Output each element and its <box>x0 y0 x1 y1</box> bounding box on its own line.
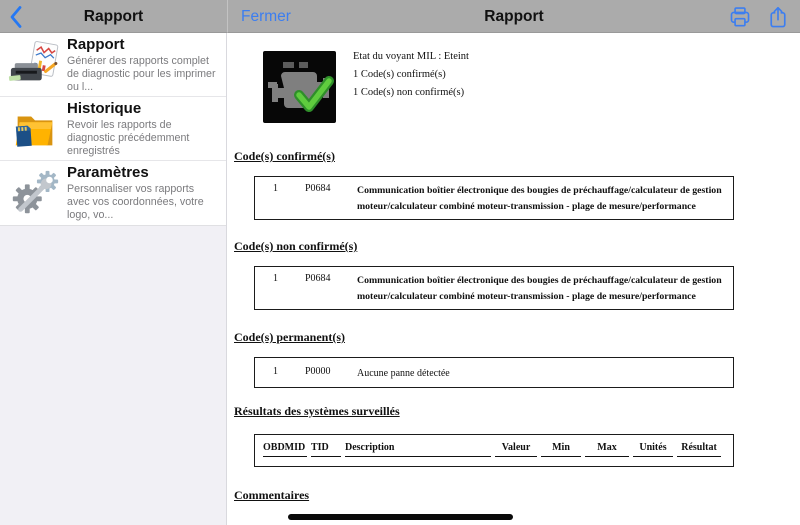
code-row-description: Aucune panne détectée <box>357 368 450 379</box>
report-content[interactable] <box>228 33 800 525</box>
sidebar <box>0 33 227 525</box>
code-row-description: Communication boîtier électronique des bougies de préchauffage/calculateur de gestion moteur/calculateur combiné moteur-transmission - plage de mesure/performance <box>357 275 722 302</box>
monitored-systems-heading: Résultats des systèmes surveillés <box>234 404 400 418</box>
sidebar-item-title: Historique <box>67 99 142 117</box>
code-row-description: Communication boîtier électronique des bougies de préchauffage/calculateur de gestion moteur/calculateur combiné moteur-transmission - plage de mesure/performance <box>357 185 722 212</box>
not-confirmed-codes-table <box>254 266 734 310</box>
code-row-code: P0684 <box>305 183 331 194</box>
engine-check-icon <box>263 51 336 123</box>
monitored-systems-table <box>254 434 734 467</box>
sidebar-item-desc: Générer des rapports complet de diagnostic pour les imprimer ou l... <box>67 54 216 93</box>
mil-confirmed-line: 1 Code(s) confirmé(s) <box>353 69 446 80</box>
comments-heading: Commentaires <box>234 488 310 502</box>
sidebar-item-title: Rapport <box>67 35 125 53</box>
report-printer-icon <box>6 40 64 90</box>
code-row-index: 1 <box>273 366 278 377</box>
history-folder-icon <box>6 104 64 154</box>
col-header-unites: Unités <box>633 442 673 457</box>
col-header-obdmid: OBDMID <box>263 442 307 457</box>
sidebar-item-rapport[interactable] <box>0 33 226 97</box>
confirmed-codes-heading: Code(s) confirmé(s) <box>234 149 335 163</box>
mil-status-line: Etat du voyant MIL : Eteint <box>353 51 469 62</box>
sidebar-item-parametres[interactable] <box>0 161 226 225</box>
close-button[interactable]: Fermer <box>241 8 291 25</box>
share-icon <box>766 5 790 29</box>
home-indicator[interactable] <box>288 514 513 520</box>
mil-status-block <box>353 48 469 102</box>
sidebar-item-historique[interactable] <box>0 97 226 161</box>
code-row-index: 1 <box>273 273 278 284</box>
col-header-max: Max <box>585 442 629 457</box>
permanent-codes-heading: Code(s) permanent(s) <box>234 330 345 344</box>
col-header-description: Description <box>345 442 491 457</box>
mil-pending-line: 1 Code(s) non confirmé(s) <box>353 87 465 98</box>
col-header-min: Min <box>541 442 581 457</box>
share-button[interactable] <box>766 5 790 29</box>
sidebar-item-title: Paramètres <box>67 164 149 181</box>
sidebar-item-desc: Personnaliser vos rapports avec vos coordonnées, votre logo, vo... <box>67 183 204 221</box>
settings-gears-icon <box>6 168 64 218</box>
not-confirmed-codes-heading: Code(s) non confirmé(s) <box>234 239 358 253</box>
sidebar-title: Rapport <box>83 8 144 25</box>
code-row-index: 1 <box>273 183 278 194</box>
sidebar-item-desc: Revoir les rapports de diagnostic précédemment enregistrés <box>67 118 190 157</box>
confirmed-codes-table <box>254 176 734 220</box>
code-row-code: P0000 <box>305 366 331 377</box>
report-navbar <box>227 0 800 33</box>
permanent-codes-table <box>254 357 734 388</box>
sidebar-navbar <box>0 0 227 33</box>
sidebar-menu <box>0 33 226 226</box>
print-button[interactable] <box>728 5 752 29</box>
code-row-code: P0684 <box>305 273 331 284</box>
col-header-resultat: Résultat <box>677 442 721 457</box>
report-title: Rapport <box>484 8 544 25</box>
col-header-valeur: Valeur <box>495 442 537 457</box>
printer-icon <box>728 5 752 29</box>
col-header-tid: TID <box>311 442 341 457</box>
